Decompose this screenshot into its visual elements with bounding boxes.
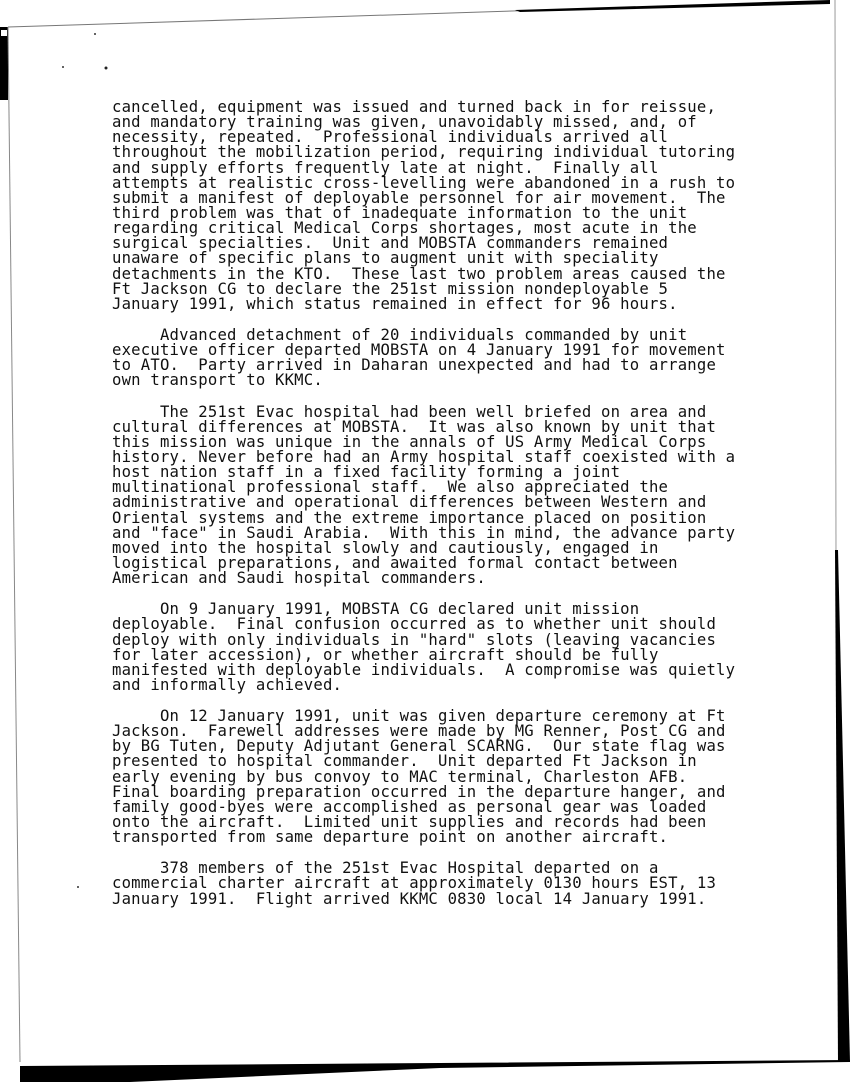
text-line: deployable. Final confusion occurred as to whether unit should — [112, 615, 717, 634]
text-line: history. Never before had an Army hospital staff coexisted with a — [112, 447, 736, 466]
speck — [77, 886, 79, 888]
speck — [62, 66, 64, 68]
text-line: own transport to KKMC. — [112, 371, 323, 390]
text-line: January 1991, which status remained in effect for 96 hours. — [112, 294, 678, 313]
paragraph-advanced-detachment — [112, 325, 812, 390]
text-line: 378 members of the 251st Evac Hospital departed on a — [112, 859, 659, 878]
text-line: and informally achieved. — [112, 675, 343, 694]
text-line: regarding critical Medical Corps shortages, most acute in the — [112, 219, 697, 238]
text-line: cultural differences at MOBSTA. It was also known by unit that — [112, 417, 717, 436]
text-line: detachments in the KTO. These last two problem areas caused the — [112, 264, 726, 283]
text-line: necessity, repeated. Professional individuals arrived all — [112, 128, 669, 147]
text-line: host nation staff in a fixed facility forming a joint — [112, 463, 621, 482]
text-line: presented to hospital commander. Unit departed Ft Jackson in — [112, 752, 697, 771]
left-edge-line — [8, 27, 20, 1062]
text-line: surgical specialties. Unit and MOBSTA commanders remained — [112, 234, 669, 253]
text-line: and "face" in Saudi Arabia. With this in mind, the advance party — [112, 523, 736, 542]
text-line: and supply efforts frequently late at night. Finally all — [112, 158, 659, 177]
text-line: and mandatory training was given, unavoidably missed, and, of — [112, 113, 697, 132]
text-line: moved into the hospital slowly and cautiously, engaged in — [112, 538, 659, 557]
text-line: Final boarding preparation occurred in the departure hanger, and — [112, 782, 726, 801]
text-line: throughout the mobilization period, requiring individual tutoring — [112, 143, 736, 162]
text-line: to ATO. Party arrived in Daharan unexpected and had to arrange — [112, 356, 717, 375]
text-line: cancelled, equipment was issued and turned back in for reissue, — [112, 98, 717, 116]
text-line: Advanced detachment of 20 individuals commanded by unit — [112, 325, 688, 344]
text-line: The 251st Evac hospital had been well briefed on area and — [112, 402, 707, 421]
text-line: Ft Jackson CG to declare the 251st mission nondeployable 5 — [112, 279, 669, 298]
paragraph-cultural-briefing — [112, 402, 812, 588]
text-line: third problem was that of inadequate information to the unit — [112, 203, 688, 222]
text-line: January 1991. Flight arrived KKMC 0830 local 14 January 1991. — [112, 889, 707, 908]
text-line: American and Saudi hospital commanders. — [112, 569, 486, 588]
text-line: logistical preparations, and awaited formal contact between — [112, 553, 678, 572]
text-line: unaware of specific plans to augment unit with speciality — [112, 249, 659, 268]
speck — [105, 67, 108, 70]
text-line: Oriental systems and the extreme importance placed on position — [112, 508, 707, 527]
speck — [94, 33, 96, 35]
text-line: executive officer departed MOBSTA on 4 January 1991 for movement — [112, 341, 726, 360]
text-line: early evening by bus convoy to MAC terminal, Charleston AFB. — [112, 767, 688, 786]
text-line: manifested with deployable individuals. A compromise was quietly — [112, 660, 736, 679]
text-line: submit a manifest of deployable personnel for air movement. The — [112, 188, 726, 207]
text-line: On 9 January 1991, MOBSTA CG declared unit mission — [112, 600, 640, 619]
text-line: attempts at realistic cross-levelling were abandoned in a rush to — [112, 173, 736, 192]
paragraph-flight-departure — [112, 861, 812, 906]
text-line: Jackson. Farewell addresses were made by MG Renner, Post CG and — [112, 722, 726, 741]
text-line: by BG Tuten, Deputy Adjutant General SCARNG. Our state flag was — [112, 737, 726, 756]
bottom-edge-bar — [20, 1060, 850, 1082]
top-right-edge-bar — [515, 0, 830, 12]
text-line: commercial charter aircraft at approximately 0130 hours EST, 13 — [112, 874, 717, 893]
text-line: transported from same departure point on another aircraft. — [112, 828, 669, 847]
text-line: family good-byes were accomplished as personal gear was loaded — [112, 797, 707, 816]
text-line: for later accession), or whether aircraft should be fully — [112, 645, 659, 664]
document-body — [112, 100, 812, 923]
paragraph-mission-deployable — [112, 602, 812, 693]
text-line: onto the aircraft. Limited unit supplies and records had been — [112, 813, 707, 832]
text-line: On 12 January 1991, unit was given departure ceremony at Ft — [112, 707, 726, 726]
right-edge-line — [835, 0, 836, 560]
left-edge-notch — [1, 30, 7, 36]
text-line: administrative and operational differences between Western and — [112, 493, 707, 512]
text-line: this mission was unique in the annals of US Army Medical Corps — [112, 432, 707, 451]
text-line: deploy with only individuals in "hard" slots (leaving vacancies — [112, 630, 717, 649]
paragraph-departure-ceremony — [112, 709, 812, 845]
text-line: multinational professional staff. We also appreciated the — [112, 478, 669, 497]
right-edge-bar — [835, 550, 850, 1062]
paragraph-mobilization-problems — [112, 100, 812, 312]
left-edge-bar — [0, 27, 8, 100]
